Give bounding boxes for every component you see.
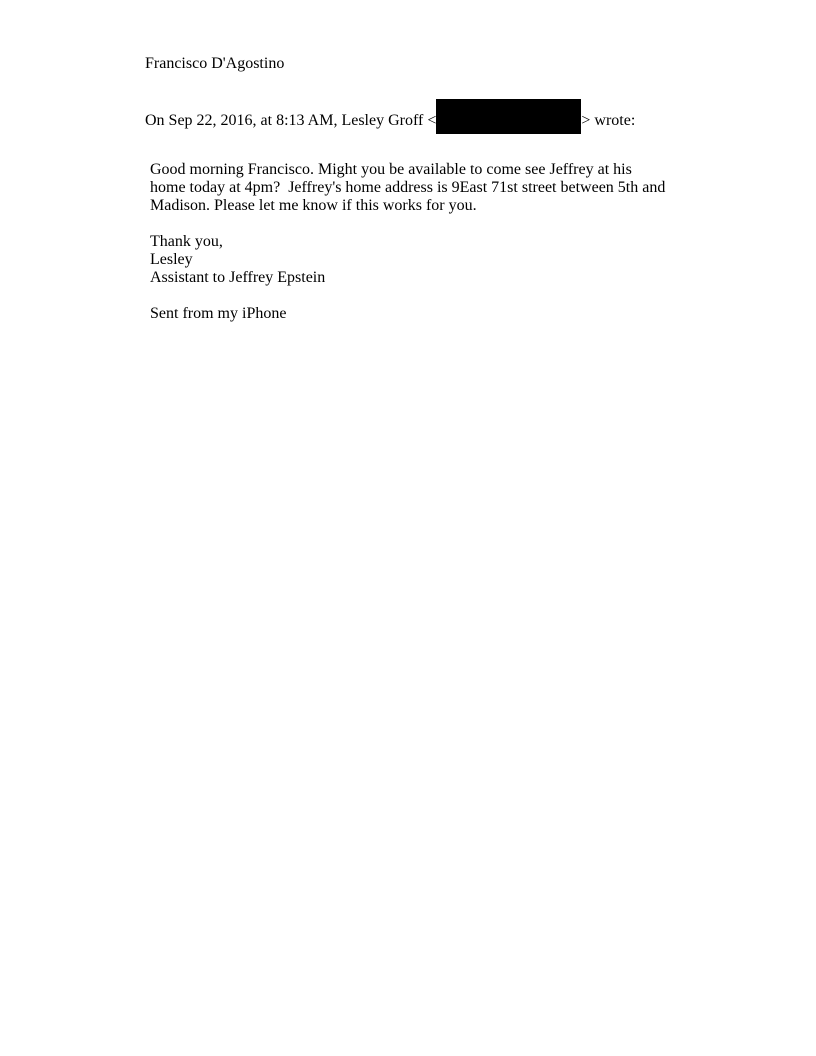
signature-name: Francisco D'Agostino (145, 55, 285, 72)
message-line: home today at 4pm? Jeffrey's home address is 9East 71st street between 5th and (150, 179, 666, 196)
redaction-block (436, 99, 581, 134)
closing-text: Thank you, (150, 233, 223, 250)
quote-header-prefix: On Sep 22, 2016, at 8:13 AM, Lesley Groff < (145, 112, 437, 130)
sender-title: Assistant to Jeffrey Epstein (150, 269, 326, 286)
message-body (150, 161, 710, 323)
sent-from-line: Sent from my iPhone (150, 305, 287, 322)
message-line: Good morning Francisco. Might you be available to come see Jeffrey at his (150, 161, 632, 178)
sender-name: Lesley (150, 251, 193, 268)
message-line: Madison. Please let me know if this works for you. (150, 197, 477, 214)
quote-header (145, 109, 635, 134)
quote-header-suffix: > wrote: (581, 112, 636, 130)
